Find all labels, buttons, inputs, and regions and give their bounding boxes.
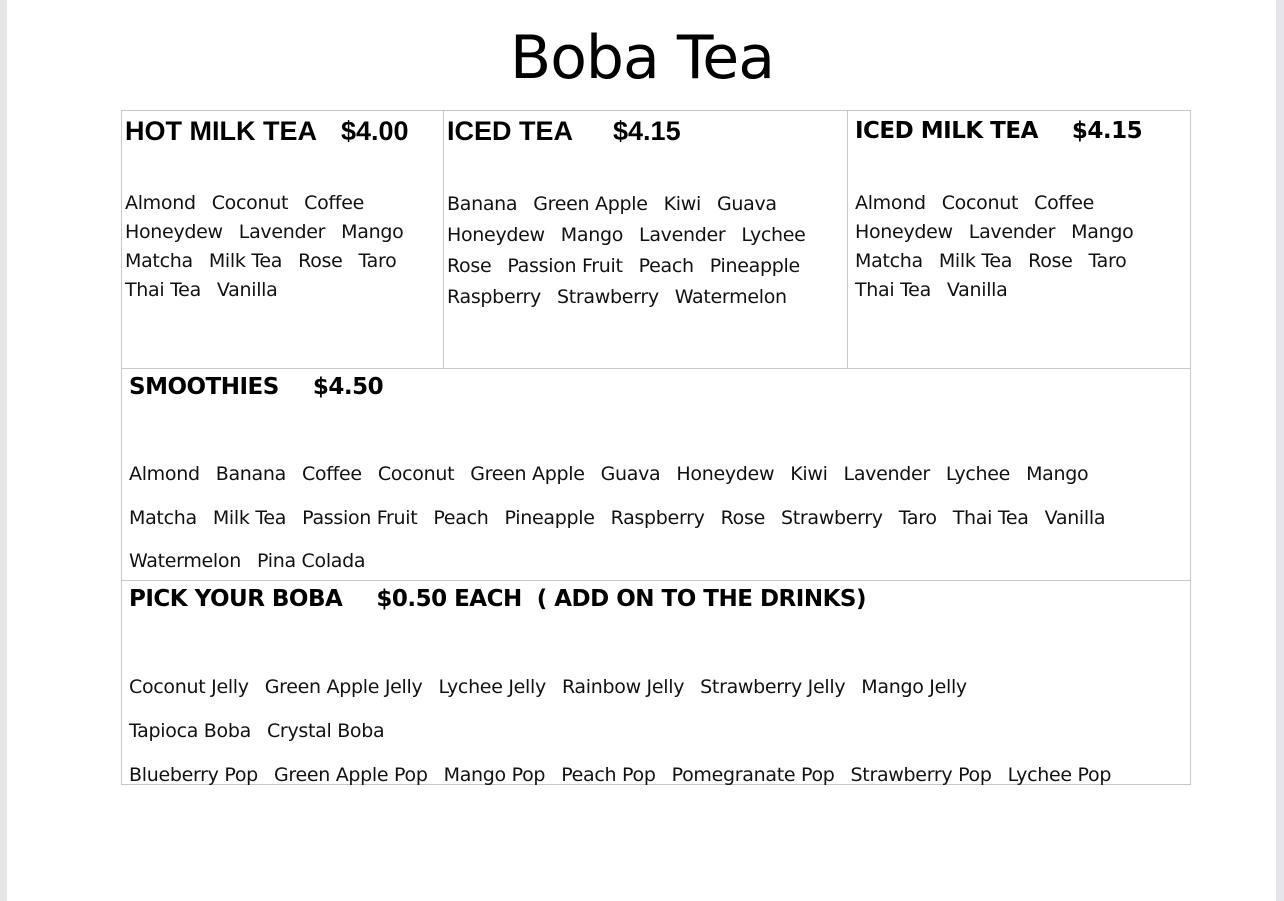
menu-item: Pineapple (504, 506, 595, 529)
section-hot-milk-tea (125, 111, 443, 368)
section-heading (855, 118, 1142, 144)
menu-item: Coconut (941, 192, 1019, 214)
menu-item: Coconut (211, 192, 289, 214)
menu-item: Mango (341, 221, 404, 243)
item-list (129, 453, 1121, 584)
menu-item: Rose (298, 250, 343, 272)
menu-item: Pina Colada (256, 550, 366, 572)
item-row (125, 189, 419, 218)
item-list (125, 189, 419, 305)
section-heading (447, 116, 681, 147)
menu-item: Watermelon (129, 550, 241, 572)
item-list (129, 665, 1127, 797)
menu-item: Green Apple (533, 193, 648, 215)
item-row (129, 665, 1127, 709)
menu-item: Coconut (377, 463, 455, 485)
menu-item: Coffee (301, 463, 362, 485)
menu-item: Coffee (1034, 192, 1094, 214)
menu-item: Matcha (129, 506, 197, 529)
menu-item: Coffee (304, 192, 364, 214)
item-row (855, 276, 1149, 305)
section-price: $4.50 (312, 374, 384, 400)
column-divider (443, 111, 444, 368)
menu-item: Kiwi (790, 463, 828, 485)
section-name: ICED MILK TEA (855, 118, 1038, 144)
page-title: Boba Tea (510, 23, 774, 93)
menu-item: Lavender (238, 221, 326, 243)
item-row (447, 282, 822, 313)
menu-item: Honeydew (447, 224, 545, 246)
menu-item: Rose (447, 255, 492, 277)
menu-item: Green Apple Jelly (264, 676, 423, 698)
menu-item: Lavender (843, 463, 930, 485)
section-name: PICK YOUR BOBA (129, 586, 343, 612)
menu-item: Almond (855, 192, 926, 214)
menu-item: Strawberry (556, 286, 659, 308)
item-row (125, 218, 419, 247)
section-price: $4.15 (1071, 118, 1143, 144)
menu-item: Mango Jelly (861, 676, 967, 698)
item-row (447, 220, 822, 251)
menu-item: Passion Fruit (507, 255, 623, 277)
menu-item: Strawberry Jelly (700, 676, 846, 698)
menu-item: Kiwi (663, 193, 701, 215)
menu-item: Milk Tea (212, 506, 287, 529)
section-heading (129, 374, 383, 400)
menu-item: Thai Tea (855, 279, 931, 301)
menu-item: Raspberry (447, 286, 541, 308)
item-row (447, 189, 822, 220)
menu-item: Matcha (125, 250, 193, 272)
menu-item: Lychee (741, 224, 806, 246)
section-price: $4.15 (613, 116, 681, 146)
column-divider (847, 111, 848, 368)
menu-item: Guava (600, 463, 661, 485)
section-heading (125, 116, 409, 147)
menu-item: Matcha (855, 250, 923, 272)
menu-item: Peach (638, 255, 694, 277)
item-row (129, 497, 1121, 541)
menu-item: Rose (1028, 250, 1073, 272)
item-row (855, 189, 1149, 218)
menu-item: Taro (898, 506, 937, 529)
menu-item: Lychee Pop (1007, 764, 1112, 786)
section-price: $4.00 (340, 116, 409, 146)
menu-item: Lavender (639, 224, 726, 246)
menu-item: Passion Fruit (302, 506, 418, 529)
menu-item: Pineapple (709, 255, 800, 277)
section-name: SMOOTHIES (129, 374, 279, 400)
menu-item: Peach Pop (561, 764, 656, 786)
menu-item: Taro (1088, 250, 1127, 272)
menu-table (121, 110, 1191, 785)
menu-item: Lychee (945, 463, 1011, 485)
menu-item: Green Apple (470, 463, 585, 485)
section-name: HOT MILK TEA (125, 116, 317, 146)
menu-item: Mango Pop (443, 764, 546, 786)
item-row (125, 276, 419, 305)
menu-item: Taro (358, 250, 397, 272)
item-row (129, 709, 1127, 753)
menu-item: Vanilla (1044, 506, 1106, 529)
section-iced-milk-tea (855, 111, 1190, 368)
item-list (855, 189, 1149, 305)
item-row (447, 251, 822, 282)
menu-item: Mango (1026, 463, 1089, 485)
item-row (855, 218, 1149, 247)
menu-item: Rainbow Jelly (561, 676, 685, 698)
menu-item: Thai Tea (125, 279, 201, 301)
section-heading (129, 586, 866, 612)
item-list (447, 189, 822, 313)
menu-item: Almond (125, 192, 196, 214)
menu-item: Strawberry (780, 506, 883, 529)
menu-item: Milk Tea (208, 250, 283, 272)
item-row (129, 753, 1127, 797)
menu-item: Rose (720, 506, 765, 529)
menu-item: Banana (447, 193, 518, 215)
section-smoothies (129, 369, 1189, 580)
menu-item: Banana (215, 463, 286, 485)
menu-item: Lychee Jelly (438, 676, 546, 698)
menu-item: Green Apple Pop (273, 764, 428, 786)
menu-item: Crystal Boba (266, 720, 385, 742)
section-price: $0.50 EACH ( ADD ON TO THE DRINKS) (376, 586, 866, 612)
section-name: ICED TEA (447, 116, 574, 146)
menu-item: Thai Tea (952, 506, 1029, 529)
menu-item: Peach (433, 506, 489, 529)
item-row (129, 453, 1121, 497)
menu-item: Coconut Jelly (129, 676, 249, 698)
menu-item: Tapioca Boba (129, 720, 251, 742)
menu-item: Guava (716, 193, 777, 215)
menu-item: Vanilla (946, 279, 1008, 301)
menu-item: Vanilla (216, 279, 278, 301)
menu-item: Mango (560, 224, 624, 246)
menu-item: Mango (1071, 221, 1134, 243)
item-row (125, 247, 419, 276)
menu-item: Almond (129, 463, 200, 485)
menu-item: Milk Tea (938, 250, 1013, 272)
item-row (855, 247, 1149, 276)
section-iced-tea (447, 111, 847, 368)
menu-item: Lavender (968, 221, 1056, 243)
menu-item: Blueberry Pop (129, 764, 258, 786)
menu-item: Honeydew (125, 221, 223, 243)
item-row (129, 540, 1121, 584)
menu-item: Honeydew (855, 221, 953, 243)
menu-item: Watermelon (674, 286, 787, 308)
menu-item: Pomegranate Pop (671, 764, 835, 786)
menu-item: Honeydew (676, 463, 775, 485)
section-boba (129, 581, 1189, 784)
menu-item: Strawberry Pop (850, 764, 992, 786)
menu-item: Raspberry (610, 506, 705, 529)
